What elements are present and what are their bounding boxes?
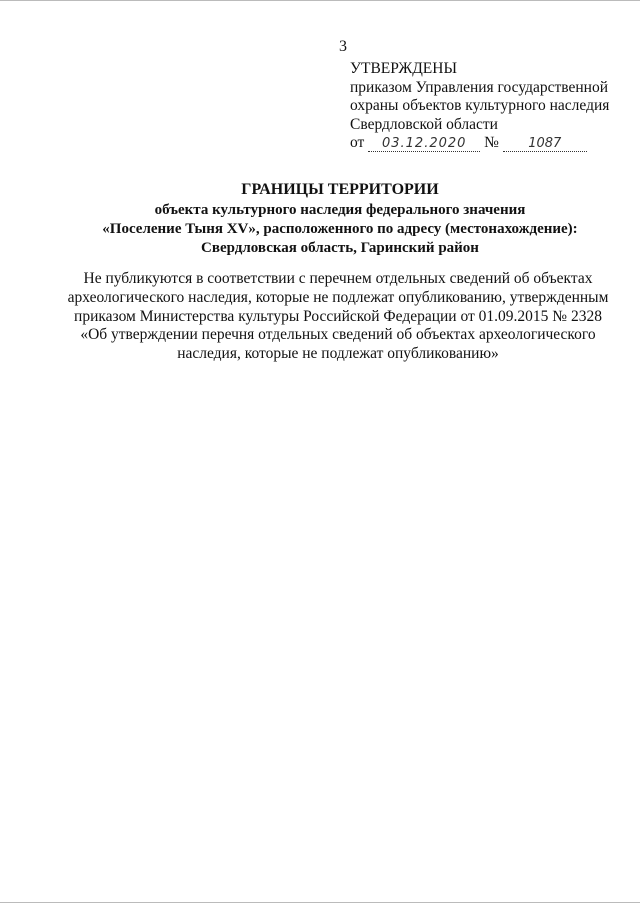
approval-date-line: [350, 134, 609, 153]
title-line: «Поселение Тыня XV», расположенного по адресу (местонахождение):: [102, 221, 578, 237]
title-line: объекта культурного наследия федерального значения: [154, 202, 526, 218]
date-prefix: от: [350, 134, 365, 152]
approval-heading: УТВЕРЖДЕНЫ: [350, 60, 457, 77]
scan-edge-bottom: [0, 902, 640, 903]
body-line: археологического наследия, которые не подлежат опубликованию, утвержденным: [67, 288, 609, 306]
title-line: Свердловская область, Гаринский район: [201, 240, 479, 256]
body-line: «Об утверждении перечня отдельных сведений об объектах археологического: [80, 326, 596, 344]
body-paragraph: [40, 270, 636, 364]
handwritten-number: 1087: [503, 137, 587, 152]
body-line: приказом Министерства культуры Российской Федерации от 01.09.2015 № 2328: [74, 307, 602, 325]
approval-line: охраны объектов культурного наследия: [350, 97, 610, 115]
number-prefix: №: [484, 134, 499, 152]
approval-line: Свердловской области: [350, 115, 498, 133]
handwritten-date: 03.12.2020: [368, 137, 480, 152]
approval-block: [350, 60, 609, 153]
scan-edge-top: [0, 0, 640, 1]
approval-line: приказом Управления государственной: [350, 78, 609, 96]
page-number: 3: [339, 38, 347, 55]
body-line: наследия, которые не подлежат опубликованию»: [177, 345, 499, 363]
document-title: [40, 179, 640, 258]
title-heading: ГРАНИЦЫ ТЕРРИТОРИИ: [241, 181, 439, 198]
body-line: Не публикуются в соответствии с перечнем отдельных сведений об объектах: [83, 270, 593, 287]
